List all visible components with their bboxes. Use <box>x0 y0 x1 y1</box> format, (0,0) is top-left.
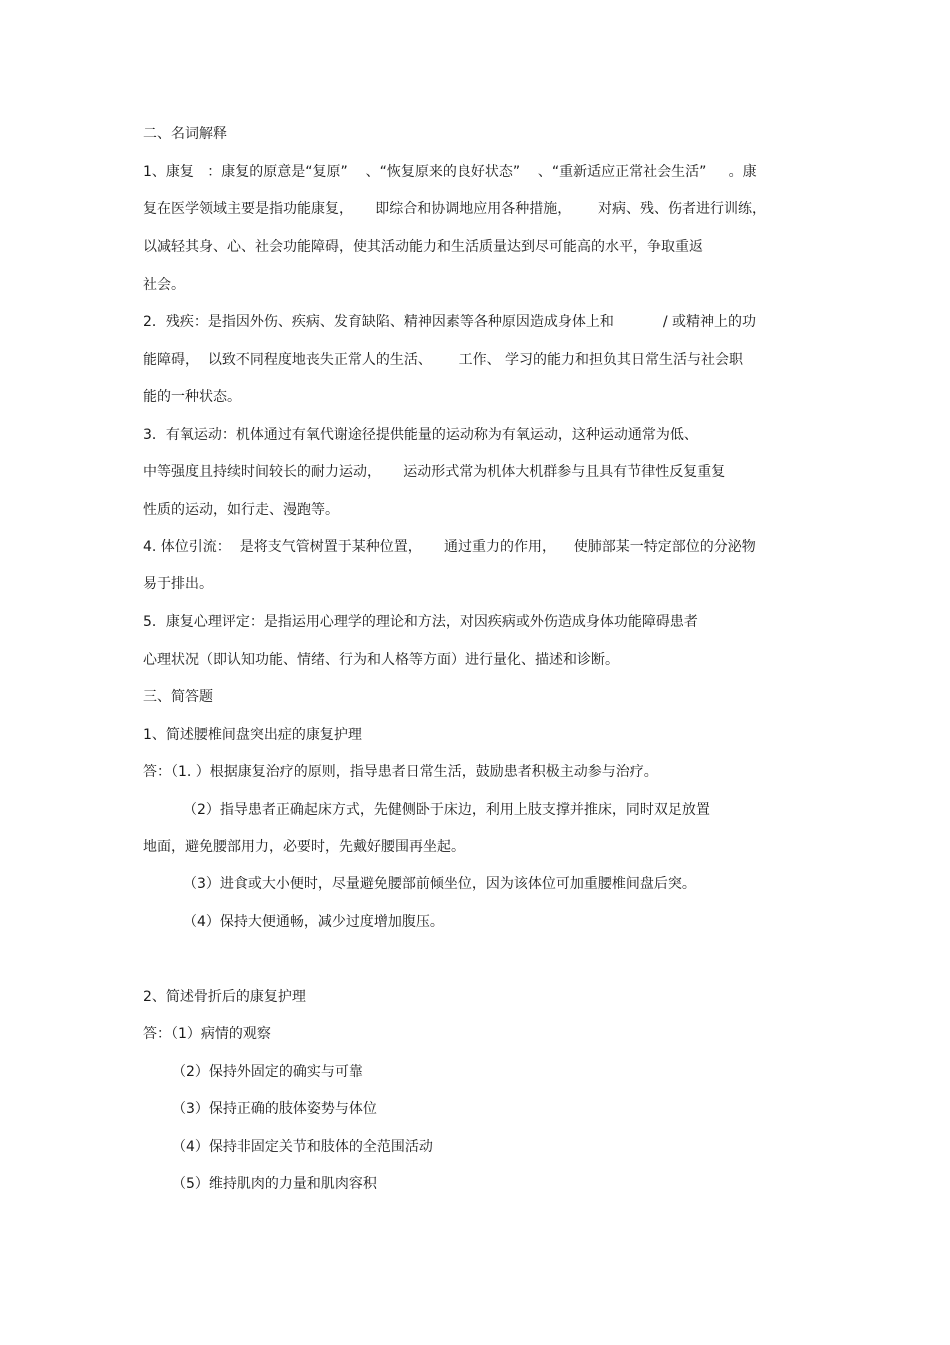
question-2-answer-line: 答：（1）病情的观察 <box>143 1026 271 1042</box>
question-1-answer-line: 地面，避免腰部用力，必要时，先戴好腰围再坐起。 <box>143 839 465 855</box>
term-1-line: 1、康复 ：康复的原意是“复原” 、“恢复原来的良好状态” 、“重新适应正常社会生活” 。康 <box>143 164 757 180</box>
question-2-title: 2、简述骨折后的康复护理 <box>143 989 306 1005</box>
term-3-line: 性质的运动，如行走、漫跑等。 <box>143 502 339 518</box>
question-1-title: 1、简述腰椎间盘突出症的康复护理 <box>143 727 362 743</box>
question-2-answer-line: （3）保持正确的肢体姿势与体位 <box>172 1101 377 1117</box>
section-heading-terms: 二、名词解释 <box>143 126 227 142</box>
question-2-answer-line: （4）保持非固定关节和肢体的全范围活动 <box>172 1139 433 1155</box>
term-1-line: 社会。 <box>143 277 185 293</box>
term-2-line: 能的一种状态。 <box>143 389 241 405</box>
term-4-line: 易于排出。 <box>143 576 213 592</box>
term-2-line: 2．残疾：是指因外伤、疾病、发育缺陷、精神因素等各种原因造成身体上和 / 或精神上的功 <box>143 314 757 330</box>
section-heading-short-answers: 三、简答题 <box>143 689 213 705</box>
term-4-line: 4. 体位引流： 是将支气管树置于某种位置， 通过重力的作用， 使肺部某一特定部位的分泌物 <box>143 539 756 555</box>
question-1-answer-line: （4）保持大便通畅，减少过度增加腹压。 <box>183 914 444 930</box>
question-2-answer-line: （2）保持外固定的确实与可靠 <box>172 1064 363 1080</box>
term-1-line: 复在医学领域主要是指功能康复， 即综合和协调地应用各种措施， 对病、残、伤者进行训练， <box>143 201 766 217</box>
term-2-line: 能障碍， 以致不同程度地丧失正常人的生活、 工作、 学习的能力和担负其日常生活与社会职 <box>143 352 744 368</box>
term-3-line: 中等强度且持续时间较长的耐力运动， 运动形式常为机体大机群参与且具有节律性反复重复 <box>143 464 726 480</box>
term-3-line: 3．有氧运动：机体通过有氧代谢途径提供能量的运动称为有氧运动，这种运动通常为低、 <box>143 427 698 443</box>
question-1-answer-line: 答：（1. ）根据康复治疗的原则，指导患者日常生活，鼓励患者积极主动参与治疗。 <box>143 764 658 780</box>
question-1-answer-line: （2）指导患者正确起床方式，先健侧卧于床边，利用上肢支撑并推床，同时双足放置 <box>183 802 710 818</box>
term-1-line: 以减轻其身、心、社会功能障碍，使其活动能力和生活质量达到尽可能高的水平，争取重返 <box>143 239 703 255</box>
question-1-answer-line: （3）进食或大小便时，尽量避免腰部前倾坐位，因为该体位可加重腰椎间盘后突。 <box>183 876 696 892</box>
term-5-line: 心理状况（即认知功能、情绪、行为和人格等方面）进行量化、描述和诊断。 <box>143 652 619 668</box>
question-2-answer-line: （5）维持肌肉的力量和肌肉容积 <box>172 1176 377 1192</box>
term-5-line: 5．康复心理评定：是指运用心理学的理论和方法，对因疾病或外伤造成身体功能障碍患者 <box>143 614 698 630</box>
